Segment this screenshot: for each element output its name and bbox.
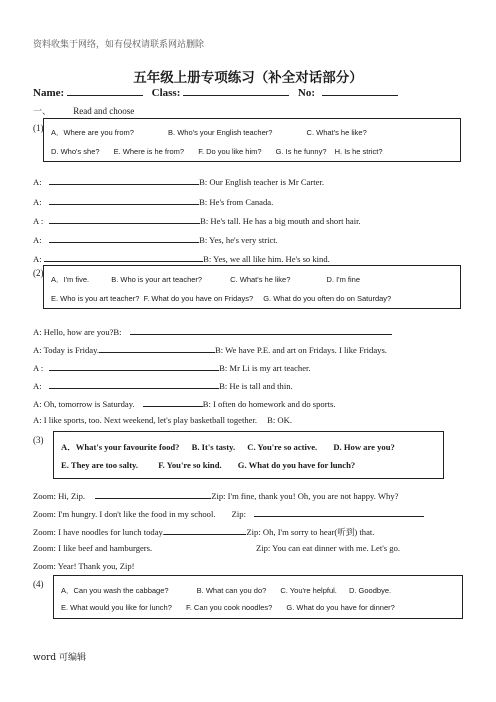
dialogue-line <box>33 489 398 501</box>
options-line-2 <box>61 603 404 612</box>
speaker-b-line: Zip: Oh, I'm sorry to hear(听到) that. <box>246 527 375 537</box>
options-line-1 <box>51 127 376 138</box>
speaker-line: A: Today is Friday. <box>33 345 99 355</box>
speaker-b-line: B: Yes, he's very strict. <box>199 235 278 245</box>
option: B. It's tasty. <box>191 442 236 452</box>
speaker-b-line: B: We have P.E. and art on Fridays. I like Fridays. <box>215 345 387 355</box>
dialogue-line <box>33 343 387 355</box>
section-heading <box>33 104 134 117</box>
answer-blank[interactable] <box>49 175 199 185</box>
question-3-number: (3) <box>33 435 44 445</box>
option: A．I'm five. <box>51 275 90 284</box>
class-blank[interactable] <box>183 84 289 96</box>
option: G. What do you often do on Saturday? <box>263 294 392 303</box>
question-3-options-box <box>53 431 444 479</box>
speaker-b-line: B: OK. <box>267 415 292 425</box>
speaker-line: A: Oh, tomorrow is Saturday. <box>33 399 135 409</box>
speaker-line: A: I like sports, too. Next weekend, let's play basketball together. <box>33 415 257 425</box>
answer-blank[interactable] <box>143 397 203 407</box>
option: F. What do you have on Fridays? <box>143 294 254 303</box>
answer-blank[interactable] <box>254 507 424 517</box>
option: A．Can you wash the cabbage? <box>61 586 169 595</box>
dialogue-line <box>33 561 135 571</box>
dialogue-line <box>33 525 374 538</box>
option: E. Who is you art teacher? <box>51 294 140 303</box>
options-line-2 <box>61 460 364 470</box>
option: F. Can you cook noodles? <box>185 603 273 612</box>
no-label: No: <box>297 87 315 99</box>
speaker-a: A : <box>33 216 44 226</box>
option: C. What's he like? <box>230 275 291 284</box>
speaker-line: A: Hello, how are you?B: <box>33 327 122 337</box>
question-4-options-box <box>53 575 463 619</box>
option: C. What's he like? <box>306 128 367 137</box>
question-4-number: (4) <box>33 579 44 589</box>
option: D. I'm fine <box>326 275 361 284</box>
class-label: Class: <box>151 87 181 99</box>
dialogue-line <box>33 507 424 519</box>
question-1-options-box <box>43 118 461 162</box>
footer-note: word 可编辑 <box>33 653 87 663</box>
no-blank[interactable] <box>322 84 398 96</box>
speaker-a: A: <box>33 254 42 264</box>
speaker-line: Zoom: Year! Thank you, Zip! <box>33 561 135 571</box>
speaker-line: A: <box>33 381 42 391</box>
dialogue-line <box>33 175 324 187</box>
answer-blank[interactable] <box>49 214 200 224</box>
speaker-b-line: B: He is tall and thin. <box>219 381 293 391</box>
answer-blank[interactable] <box>95 489 211 499</box>
dialogue-line <box>33 543 400 553</box>
answer-blank[interactable] <box>99 343 215 353</box>
option: D. How are you? <box>333 442 395 452</box>
options-line-1 <box>61 441 404 453</box>
question-1-number: (1) <box>33 123 44 133</box>
answer-blank[interactable] <box>49 379 219 389</box>
speaker-a: A: <box>33 177 42 187</box>
dialogue-line <box>33 379 293 391</box>
speaker-b-line: B: He's tall. He has a big mouth and short hair. <box>200 216 361 226</box>
option: E. What would you like for lunch? <box>61 603 172 612</box>
answer-blank[interactable] <box>49 361 219 371</box>
option: B. Who is your art teacher? <box>111 275 203 284</box>
option: D. Who's she? <box>51 147 100 156</box>
answer-blank[interactable] <box>164 525 246 535</box>
speaker-line: Zoom: Hi, Zip. <box>33 491 86 501</box>
options-line-1 <box>61 585 400 596</box>
option: G. Is he funny? <box>275 147 327 156</box>
option: E. Where is he from? <box>113 147 185 156</box>
speaker-line: A : <box>33 363 44 373</box>
speaker-line: Zoom: I have noodles for lunch today. <box>33 527 165 537</box>
speaker-line: Zoom: I like beef and hamburgers. <box>33 543 153 553</box>
speaker-b-line: B: Mr Li is my art teacher. <box>219 363 311 373</box>
dialogue-line <box>33 195 273 207</box>
speaker-b-line: Zip: You can eat dinner with me. Let's go. <box>256 543 401 553</box>
option: A．Where are you from? <box>51 128 134 137</box>
option: B. Who's your English teacher? <box>168 128 273 137</box>
speaker-b-line: B: Our English teacher is Mr Carter. <box>199 177 324 187</box>
option: F. You're so kind. <box>158 460 222 470</box>
option: D. Goodbye. <box>348 586 392 595</box>
speaker-b-line: B: He's from Canada. <box>199 197 274 207</box>
option: A．What's your favourite food? <box>61 442 180 452</box>
speaker-b-line: B: I often do homework and do sports. <box>202 399 336 409</box>
dialogue-line <box>33 415 292 425</box>
section-label: Read and choose <box>73 106 135 116</box>
answer-blank[interactable] <box>130 325 392 335</box>
speaker-a: A: <box>33 197 42 207</box>
speaker-a: A: <box>33 235 42 245</box>
answer-blank[interactable] <box>49 195 199 205</box>
dialogue-line <box>33 397 335 409</box>
source-note: 资料收集于网络，如有侵权请联系网站删除 <box>33 40 205 50</box>
option: B. What can you do? <box>196 586 267 595</box>
option: E. They are too salty. <box>61 460 139 470</box>
dialogue-line <box>33 214 361 226</box>
dialogue-line <box>33 252 330 264</box>
speaker-b-line: Zip: <box>231 509 246 519</box>
dialogue-line <box>33 325 392 337</box>
options-line-1 <box>51 274 369 285</box>
option: C. You're helpful. <box>280 586 337 595</box>
answer-blank[interactable] <box>49 233 199 243</box>
option: H. Is he strict? <box>334 147 383 156</box>
options-line-2 <box>51 147 392 156</box>
dialogue-line <box>33 361 311 373</box>
speaker-line: Zoom: I'm hungry. I don't like the food in my school. <box>33 509 216 519</box>
options-line-2 <box>51 294 400 303</box>
answer-blank[interactable] <box>44 252 203 262</box>
option: G. What do you have for dinner? <box>286 603 395 612</box>
option: G. What do you have for lunch? <box>237 460 356 470</box>
name-blank[interactable] <box>67 84 143 96</box>
question-2-options-box <box>43 265 461 309</box>
option: C. You're so active. <box>247 442 318 452</box>
question-2-number: (2) <box>33 268 44 278</box>
student-info-row <box>33 84 398 99</box>
page-title: 五年级上册专项练习（补全对话部分） <box>133 70 363 86</box>
speaker-b-line: B: Yes, we all like him. He's so kind. <box>203 254 330 264</box>
section-number: 一、 <box>33 107 52 117</box>
speaker-b-line: Zip: I'm fine, thank you! Oh, you are not happy. Why? <box>211 491 399 501</box>
dialogue-line <box>33 233 278 245</box>
name-label: Name: <box>33 87 65 99</box>
option: F. Do you like him? <box>198 147 262 156</box>
